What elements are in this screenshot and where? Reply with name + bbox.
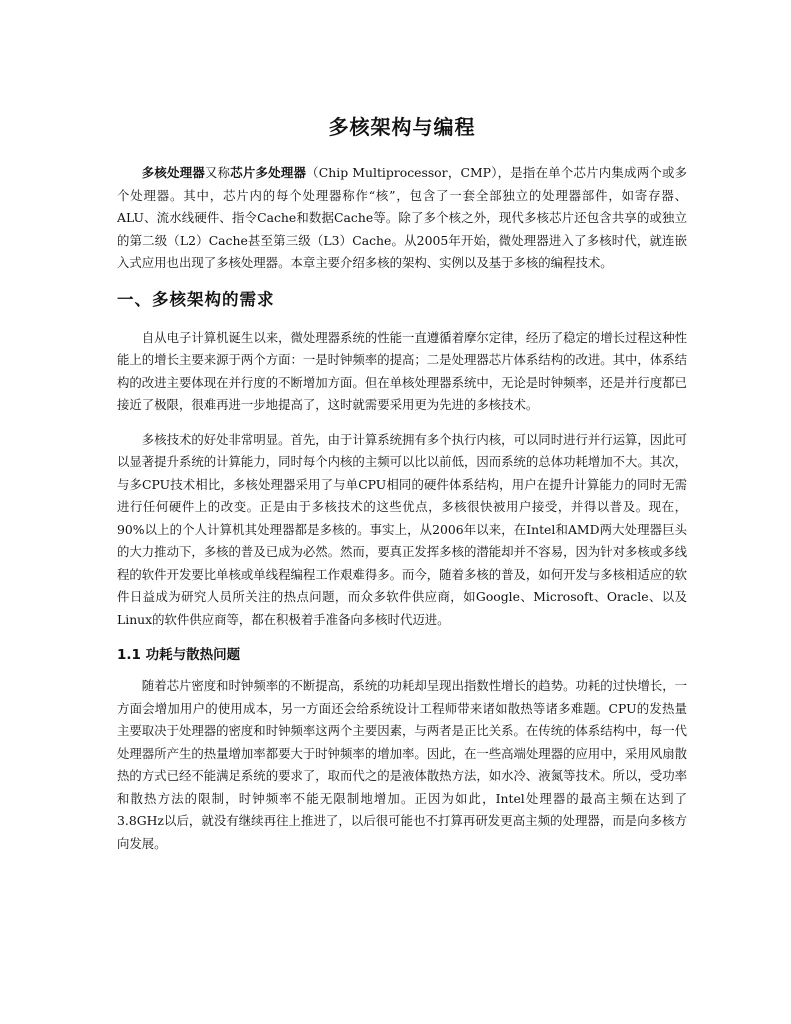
subsection1-1-paragraph-1: 随着芯片密度和时钟频率的不断提高，系统的功耗却呈现出指数性增长的趋势。功耗的过快增长，一方面会增加用户的使用成本，另一方面还会给系统设计工程师带来诸如散热等诸多难题。CPU的发热量主要取决于处理器的密度和时钟频率这两个主要因素，与两者是正比关系。在传统的体系结构中，每一代处理器所产生的热量增加率都要大于时钟频率的增加率。因此，在一些高端处理器的应用中，采用风扇散热的方式已经不能满足系统的要求了，取而代之的是液体散热方法，如水冷、液氮等技术。所以，受功率和散热方法的限制，时钟频率不能无限制地增加。正因为如此，Intel处理器的最高主频在达到了3.8GHz以后，就没有继续再往上推进了，以后很可能也不打算再研发更高主频的处理器，而是向多核方向发展。	[117, 678, 687, 851]
document-page	[117, 112, 687, 867]
term-chip-multiprocessor: 芯片多处理器	[230, 165, 307, 180]
intro-paragraph	[117, 162, 687, 275]
intro-text: （Chip Multiprocessor，CMP），是指在单个芯片内集成两个或多个处理器。其中，芯片内的每个处理器称作“核”，包含了一套全部独立的处理器部件，如寄存器、ALU、流水线硬件、指令Cache和数据Cache等。除了多个核之外，现代多核芯片还包含共享的或独立的第二级（L2）Cache甚至第三级（L3）Cache。从2005年开始，微处理器进入了多核时代，就连嵌入式应用也出现了多核处理器。本章主要介绍多核的架构、实例以及基于多核的编程技术。	[117, 165, 688, 270]
intro-connector: 又称	[205, 165, 231, 180]
subsection-heading-1-1: 1.1 功耗与散热问题	[117, 647, 241, 663]
section1-paragraph-2: 多核技术的好处非常明显。首先，由于计算系统拥有多个执行内核，可以同时进行并行运算，因此可以显著提升系统的计算能力，同时每个内核的主频可以比以前低，因而系统的总体功耗增加不大。其次，与多CPU技术相比，多核处理器采用了与单CPU相同的硬件体系结构，用户在提升计算能力的同时无需进行任何硬件上的改变。正是由于多核技术的这些优点，多核很快被用户接受，并得以普及。现在，90%以上的个人计算机其处理器都是多核的。事实上，从2006年以来，在Intel和AMD两大处理器巨头的大力推动下，多核的普及已成为必然。然而，要真正发挥多核的潜能却并不容易，因为针对多核或多线程的软件开发要比单核或单线程编程工作艰难得多。而今，随着多核的普及，如何开发与多核相适应的软件日益成为研究人员所关注的热点问题，而众多软件供应商，如Google、Microsoft、Oracle、以及Linux的软件供应商等，都在积极着手准备向多核时代迈进。	[117, 431, 687, 627]
term-multicore-processor: 多核处理器	[141, 165, 205, 180]
document-title: 多核架构与编程	[328, 115, 476, 139]
section-heading-1: 一、多核架构的需求	[117, 289, 275, 309]
section1-paragraph-1: 自从电子计算机诞生以来，微处理器系统的性能一直遵循着摩尔定律，经历了稳定的增长过程这种性能上的增长主要来源于两个方面：一是时钟频率的提高；二是处理器芯片体系结构的改进。其中，体系结构的改进主要体现在并行度的不断增加方面。但在单核处理器系统中，无论是时钟频率，还是并行度都已接近了极限，很难再进一步地提高了，这时就需要采用更为先进的多核技术。	[117, 329, 687, 412]
